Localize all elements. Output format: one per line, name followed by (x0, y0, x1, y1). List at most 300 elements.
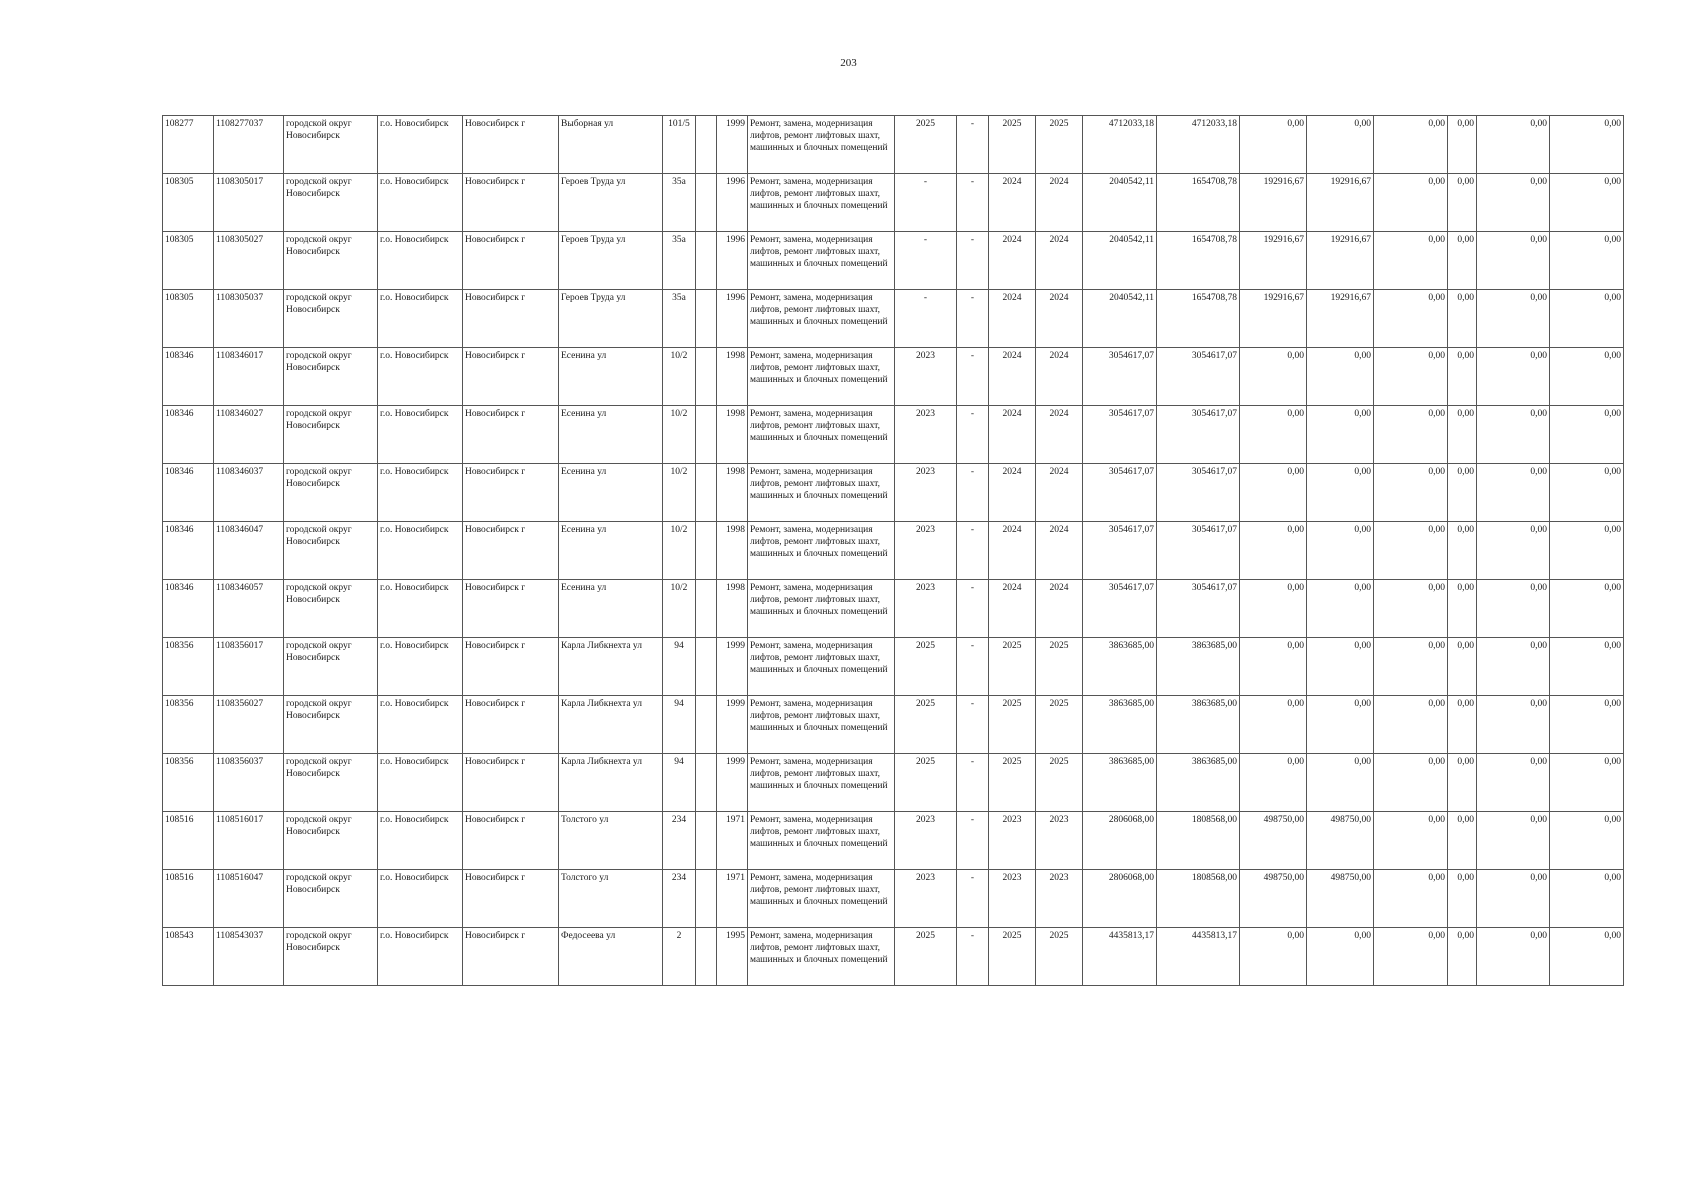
cell-work-type: Ремонт, замена, модернизация лифтов, ремонт лифтовых шахт, машинных и блочных помещений (748, 870, 895, 928)
cell-plan-year-start: 2025 (989, 928, 1036, 986)
cell-house-number: 10/2 (663, 464, 696, 522)
cell-building (696, 696, 717, 754)
cell-amount-f: 0,00 (1550, 522, 1624, 580)
cell-amount-f: 0,00 (1550, 812, 1624, 870)
cell-settlement: Новосибирск г (463, 232, 559, 290)
cell-fund-amount: 1808568,00 (1157, 812, 1240, 870)
cell-plan-year-end: 2024 (1036, 174, 1083, 232)
cell-work-type: Ремонт, замена, модернизация лифтов, ремонт лифтовых шахт, машинных и блочных помещений (748, 406, 895, 464)
cell-amount-a: 0,00 (1240, 522, 1307, 580)
cell-item-code: 1108543037 (214, 928, 284, 986)
cell-amount-b: 498750,00 (1307, 812, 1374, 870)
cell-fund-amount: 3863685,00 (1157, 638, 1240, 696)
cell-house-number: 35а (663, 290, 696, 348)
cell-street: Карла Либкнехта ул (559, 696, 663, 754)
cell-amount-d: 0,00 (1448, 406, 1477, 464)
cell-design-year: - (957, 696, 989, 754)
cell-house-number: 101/5 (663, 116, 696, 174)
cell-house-number: 234 (663, 870, 696, 928)
cell-build-year: 1998 (717, 348, 748, 406)
cell-design-year: - (957, 464, 989, 522)
table-row (163, 232, 1624, 290)
cell-house-number: 10/2 (663, 522, 696, 580)
cell-amount-f: 0,00 (1550, 754, 1624, 812)
cell-amount-b: 0,00 (1307, 638, 1374, 696)
cell-item-code: 1108346027 (214, 406, 284, 464)
cell-amount-d: 0,00 (1448, 116, 1477, 174)
cell-amount-c: 0,00 (1374, 754, 1448, 812)
cell-municipality: городской округ Новосибирск (284, 522, 378, 580)
cell-amount-c: 0,00 (1374, 406, 1448, 464)
cell-item-code: 1108305017 (214, 174, 284, 232)
cell-house-number: 94 (663, 754, 696, 812)
cell-design-year: - (957, 870, 989, 928)
cell-build-year: 1971 (717, 812, 748, 870)
cell-record-id: 108356 (163, 754, 214, 812)
cell-amount-d: 0,00 (1448, 232, 1477, 290)
cell-total-cost: 2806068,00 (1083, 870, 1157, 928)
cell-fund-amount: 1808568,00 (1157, 870, 1240, 928)
cell-record-id: 108356 (163, 696, 214, 754)
cell-amount-b: 0,00 (1307, 928, 1374, 986)
cell-record-id: 108305 (163, 174, 214, 232)
cell-record-id: 108277 (163, 116, 214, 174)
cell-plan-year-end: 2024 (1036, 406, 1083, 464)
cell-total-cost: 3054617,07 (1083, 522, 1157, 580)
cell-district: г.о. Новосибирск (378, 174, 463, 232)
cell-total-cost: 3863685,00 (1083, 696, 1157, 754)
cell-record-id: 108305 (163, 232, 214, 290)
cell-work-type: Ремонт, замена, модернизация лифтов, ремонт лифтовых шахт, машинных и блочных помещений (748, 638, 895, 696)
cell-design-year: - (957, 580, 989, 638)
cell-street: Толстого ул (559, 812, 663, 870)
cell-district: г.о. Новосибирск (378, 348, 463, 406)
cell-record-id: 108356 (163, 638, 214, 696)
cell-plan-year-end: 2023 (1036, 812, 1083, 870)
cell-fund-amount: 1654708,78 (1157, 174, 1240, 232)
cell-building (696, 812, 717, 870)
cell-street: Федосеева ул (559, 928, 663, 986)
cell-fund-amount: 1654708,78 (1157, 290, 1240, 348)
cell-total-cost: 3863685,00 (1083, 754, 1157, 812)
table-row (163, 754, 1624, 812)
cell-amount-c: 0,00 (1374, 928, 1448, 986)
cell-amount-e: 0,00 (1477, 522, 1550, 580)
cell-plan-year-start: 2024 (989, 580, 1036, 638)
cell-record-id: 108516 (163, 812, 214, 870)
cell-street: Карла Либкнехта ул (559, 638, 663, 696)
cell-municipality: городской округ Новосибирск (284, 870, 378, 928)
cell-house-number: 94 (663, 696, 696, 754)
cell-building (696, 174, 717, 232)
cell-settlement: Новосибирск г (463, 522, 559, 580)
cell-municipality: городской округ Новосибирск (284, 116, 378, 174)
cell-amount-f: 0,00 (1550, 464, 1624, 522)
cell-amount-a: 498750,00 (1240, 812, 1307, 870)
cell-work-type: Ремонт, замена, модернизация лифтов, ремонт лифтовых шахт, машинных и блочных помещений (748, 754, 895, 812)
cell-fund-amount: 3054617,07 (1157, 580, 1240, 638)
cell-plan-year-start: 2024 (989, 464, 1036, 522)
cell-amount-b: 0,00 (1307, 406, 1374, 464)
cell-total-cost: 4435813,17 (1083, 928, 1157, 986)
cell-municipality: городской округ Новосибирск (284, 696, 378, 754)
cell-plan-year-end: 2024 (1036, 522, 1083, 580)
cell-item-code: 1108356017 (214, 638, 284, 696)
cell-amount-c: 0,00 (1374, 290, 1448, 348)
cell-total-cost: 3054617,07 (1083, 464, 1157, 522)
cell-design-year: - (957, 406, 989, 464)
cell-settlement: Новосибирск г (463, 348, 559, 406)
cell-amount-c: 0,00 (1374, 812, 1448, 870)
cell-fund-amount: 3054617,07 (1157, 348, 1240, 406)
cell-amount-b: 0,00 (1307, 580, 1374, 638)
cell-municipality: городской округ Новосибирск (284, 580, 378, 638)
cell-amount-d: 0,00 (1448, 580, 1477, 638)
cell-item-code: 1108305037 (214, 290, 284, 348)
cell-plan-year-start: 2023 (989, 870, 1036, 928)
cell-municipality: городской округ Новосибирск (284, 464, 378, 522)
cell-survey-year: 2023 (895, 580, 957, 638)
cell-amount-c: 0,00 (1374, 696, 1448, 754)
table-row (163, 464, 1624, 522)
cell-build-year: 1998 (717, 406, 748, 464)
cell-work-type: Ремонт, замена, модернизация лифтов, ремонт лифтовых шахт, машинных и блочных помещений (748, 522, 895, 580)
cell-amount-b: 0,00 (1307, 696, 1374, 754)
cell-amount-a: 0,00 (1240, 696, 1307, 754)
cell-amount-a: 0,00 (1240, 464, 1307, 522)
cell-amount-d: 0,00 (1448, 174, 1477, 232)
cell-municipality: городской округ Новосибирск (284, 638, 378, 696)
cell-settlement: Новосибирск г (463, 696, 559, 754)
cell-house-number: 234 (663, 812, 696, 870)
table-row (163, 116, 1624, 174)
cell-survey-year: 2025 (895, 928, 957, 986)
cell-amount-f: 0,00 (1550, 174, 1624, 232)
cell-building (696, 754, 717, 812)
cell-house-number: 10/2 (663, 580, 696, 638)
cell-plan-year-end: 2024 (1036, 232, 1083, 290)
cell-total-cost: 3863685,00 (1083, 638, 1157, 696)
cell-amount-b: 0,00 (1307, 116, 1374, 174)
cell-plan-year-start: 2024 (989, 406, 1036, 464)
cell-amount-f: 0,00 (1550, 580, 1624, 638)
cell-amount-a: 0,00 (1240, 580, 1307, 638)
cell-record-id: 108346 (163, 348, 214, 406)
cell-amount-a: 0,00 (1240, 348, 1307, 406)
cell-record-id: 108346 (163, 580, 214, 638)
cell-district: г.о. Новосибирск (378, 928, 463, 986)
cell-plan-year-end: 2024 (1036, 464, 1083, 522)
cell-build-year: 1971 (717, 870, 748, 928)
cell-plan-year-start: 2023 (989, 812, 1036, 870)
cell-fund-amount: 3054617,07 (1157, 522, 1240, 580)
cell-amount-d: 0,00 (1448, 464, 1477, 522)
cell-settlement: Новосибирск г (463, 580, 559, 638)
cell-amount-a: 192916,67 (1240, 174, 1307, 232)
cell-survey-year: 2023 (895, 406, 957, 464)
cell-amount-d: 0,00 (1448, 870, 1477, 928)
cell-work-type: Ремонт, замена, модернизация лифтов, ремонт лифтовых шахт, машинных и блочных помещений (748, 812, 895, 870)
table-row (163, 522, 1624, 580)
cell-plan-year-start: 2024 (989, 232, 1036, 290)
table-row (163, 638, 1624, 696)
cell-settlement: Новосибирск г (463, 406, 559, 464)
cell-building (696, 522, 717, 580)
cell-amount-f: 0,00 (1550, 696, 1624, 754)
cell-amount-c: 0,00 (1374, 464, 1448, 522)
cell-amount-e: 0,00 (1477, 406, 1550, 464)
cell-amount-e: 0,00 (1477, 464, 1550, 522)
cell-house-number: 94 (663, 638, 696, 696)
cell-building (696, 406, 717, 464)
cell-municipality: городской округ Новосибирск (284, 754, 378, 812)
cell-build-year: 1999 (717, 754, 748, 812)
cell-survey-year: - (895, 290, 957, 348)
cell-amount-e: 0,00 (1477, 348, 1550, 406)
cell-build-year: 1996 (717, 174, 748, 232)
cell-settlement: Новосибирск г (463, 870, 559, 928)
cell-building (696, 464, 717, 522)
cell-amount-b: 192916,67 (1307, 174, 1374, 232)
cell-amount-e: 0,00 (1477, 870, 1550, 928)
cell-work-type: Ремонт, замена, модернизация лифтов, ремонт лифтовых шахт, машинных и блочных помещений (748, 174, 895, 232)
cell-district: г.о. Новосибирск (378, 754, 463, 812)
cell-district: г.о. Новосибирск (378, 116, 463, 174)
cell-item-code: 1108346057 (214, 580, 284, 638)
cell-amount-a: 0,00 (1240, 406, 1307, 464)
cell-amount-e: 0,00 (1477, 696, 1550, 754)
cell-record-id: 108305 (163, 290, 214, 348)
cell-amount-c: 0,00 (1374, 348, 1448, 406)
cell-street: Толстого ул (559, 870, 663, 928)
cell-district: г.о. Новосибирск (378, 870, 463, 928)
cell-amount-d: 0,00 (1448, 696, 1477, 754)
cell-work-type: Ремонт, замена, модернизация лифтов, ремонт лифтовых шахт, машинных и блочных помещений (748, 348, 895, 406)
cell-plan-year-end: 2024 (1036, 348, 1083, 406)
cell-item-code: 1108356037 (214, 754, 284, 812)
register-table (162, 115, 1624, 986)
cell-amount-e: 0,00 (1477, 232, 1550, 290)
cell-amount-a: 0,00 (1240, 754, 1307, 812)
cell-survey-year: 2025 (895, 638, 957, 696)
cell-build-year: 1998 (717, 580, 748, 638)
cell-work-type: Ремонт, замена, модернизация лифтов, ремонт лифтовых шахт, машинных и блочных помещений (748, 116, 895, 174)
cell-work-type: Ремонт, замена, модернизация лифтов, ремонт лифтовых шахт, машинных и блочных помещений (748, 696, 895, 754)
cell-item-code: 1108516017 (214, 812, 284, 870)
cell-total-cost: 2040542,11 (1083, 232, 1157, 290)
cell-street: Героев Труда ул (559, 232, 663, 290)
cell-plan-year-end: 2025 (1036, 754, 1083, 812)
cell-amount-d: 0,00 (1448, 754, 1477, 812)
table-row (163, 696, 1624, 754)
cell-building (696, 290, 717, 348)
cell-record-id: 108346 (163, 522, 214, 580)
cell-amount-d: 0,00 (1448, 348, 1477, 406)
cell-street: Выборная ул (559, 116, 663, 174)
cell-amount-a: 498750,00 (1240, 870, 1307, 928)
cell-plan-year-start: 2025 (989, 638, 1036, 696)
cell-amount-a: 192916,67 (1240, 232, 1307, 290)
cell-municipality: городской округ Новосибирск (284, 174, 378, 232)
cell-amount-a: 0,00 (1240, 928, 1307, 986)
cell-work-type: Ремонт, замена, модернизация лифтов, ремонт лифтовых шахт, машинных и блочных помещений (748, 464, 895, 522)
cell-municipality: городской округ Новосибирск (284, 232, 378, 290)
cell-amount-b: 192916,67 (1307, 232, 1374, 290)
cell-item-code: 1108356027 (214, 696, 284, 754)
cell-amount-f: 0,00 (1550, 870, 1624, 928)
cell-amount-c: 0,00 (1374, 522, 1448, 580)
cell-plan-year-start: 2024 (989, 522, 1036, 580)
table-row (163, 928, 1624, 986)
cell-total-cost: 3054617,07 (1083, 580, 1157, 638)
cell-plan-year-start: 2024 (989, 348, 1036, 406)
cell-amount-e: 0,00 (1477, 638, 1550, 696)
cell-amount-e: 0,00 (1477, 174, 1550, 232)
cell-item-code: 1108277037 (214, 116, 284, 174)
cell-amount-c: 0,00 (1374, 174, 1448, 232)
cell-street: Есенина ул (559, 348, 663, 406)
cell-build-year: 1999 (717, 116, 748, 174)
cell-item-code: 1108305027 (214, 232, 284, 290)
table-row (163, 174, 1624, 232)
cell-street: Героев Труда ул (559, 290, 663, 348)
cell-amount-f: 0,00 (1550, 290, 1624, 348)
cell-district: г.о. Новосибирск (378, 696, 463, 754)
cell-amount-b: 0,00 (1307, 464, 1374, 522)
cell-district: г.о. Новосибирск (378, 522, 463, 580)
cell-survey-year: 2025 (895, 696, 957, 754)
cell-street: Есенина ул (559, 522, 663, 580)
cell-fund-amount: 1654708,78 (1157, 232, 1240, 290)
cell-fund-amount: 4712033,18 (1157, 116, 1240, 174)
table-row (163, 812, 1624, 870)
cell-build-year: 1999 (717, 638, 748, 696)
cell-amount-f: 0,00 (1550, 638, 1624, 696)
page-number: 203 (840, 57, 857, 69)
cell-amount-b: 0,00 (1307, 754, 1374, 812)
cell-design-year: - (957, 928, 989, 986)
table-row (163, 580, 1624, 638)
cell-district: г.о. Новосибирск (378, 232, 463, 290)
cell-amount-f: 0,00 (1550, 116, 1624, 174)
cell-municipality: городской округ Новосибирск (284, 348, 378, 406)
cell-amount-b: 0,00 (1307, 348, 1374, 406)
cell-build-year: 1996 (717, 232, 748, 290)
cell-item-code: 1108346047 (214, 522, 284, 580)
cell-total-cost: 3054617,07 (1083, 348, 1157, 406)
cell-record-id: 108516 (163, 870, 214, 928)
cell-amount-c: 0,00 (1374, 580, 1448, 638)
cell-house-number: 35а (663, 232, 696, 290)
cell-plan-year-end: 2025 (1036, 928, 1083, 986)
cell-survey-year: 2023 (895, 870, 957, 928)
cell-total-cost: 3054617,07 (1083, 406, 1157, 464)
cell-amount-c: 0,00 (1374, 870, 1448, 928)
cell-amount-c: 0,00 (1374, 232, 1448, 290)
cell-amount-c: 0,00 (1374, 116, 1448, 174)
cell-settlement: Новосибирск г (463, 812, 559, 870)
cell-build-year: 1998 (717, 522, 748, 580)
cell-amount-e: 0,00 (1477, 812, 1550, 870)
cell-amount-d: 0,00 (1448, 812, 1477, 870)
cell-amount-f: 0,00 (1550, 928, 1624, 986)
cell-plan-year-end: 2025 (1036, 696, 1083, 754)
cell-design-year: - (957, 232, 989, 290)
cell-amount-d: 0,00 (1448, 522, 1477, 580)
cell-building (696, 638, 717, 696)
cell-amount-b: 192916,67 (1307, 290, 1374, 348)
table-row (163, 870, 1624, 928)
table-body (163, 116, 1624, 986)
cell-house-number: 10/2 (663, 348, 696, 406)
cell-total-cost: 2806068,00 (1083, 812, 1157, 870)
cell-fund-amount: 3863685,00 (1157, 754, 1240, 812)
cell-amount-c: 0,00 (1374, 638, 1448, 696)
cell-design-year: - (957, 812, 989, 870)
cell-plan-year-start: 2025 (989, 754, 1036, 812)
cell-street: Есенина ул (559, 406, 663, 464)
cell-house-number: 35а (663, 174, 696, 232)
cell-record-id: 108346 (163, 406, 214, 464)
cell-design-year: - (957, 290, 989, 348)
cell-record-id: 108543 (163, 928, 214, 986)
cell-amount-e: 0,00 (1477, 116, 1550, 174)
cell-house-number: 2 (663, 928, 696, 986)
cell-item-code: 1108516047 (214, 870, 284, 928)
cell-street: Есенина ул (559, 464, 663, 522)
cell-municipality: городской округ Новосибирск (284, 928, 378, 986)
cell-build-year: 1996 (717, 290, 748, 348)
cell-survey-year: 2023 (895, 464, 957, 522)
cell-survey-year: 2023 (895, 812, 957, 870)
cell-design-year: - (957, 348, 989, 406)
cell-work-type: Ремонт, замена, модернизация лифтов, ремонт лифтовых шахт, машинных и блочных помещений (748, 290, 895, 348)
cell-amount-e: 0,00 (1477, 928, 1550, 986)
cell-street: Есенина ул (559, 580, 663, 638)
cell-plan-year-start: 2024 (989, 290, 1036, 348)
cell-design-year: - (957, 174, 989, 232)
cell-building (696, 870, 717, 928)
cell-amount-b: 0,00 (1307, 522, 1374, 580)
cell-settlement: Новосибирск г (463, 928, 559, 986)
cell-plan-year-end: 2025 (1036, 638, 1083, 696)
cell-survey-year: 2023 (895, 522, 957, 580)
cell-survey-year: 2025 (895, 116, 957, 174)
cell-design-year: - (957, 638, 989, 696)
cell-survey-year: 2025 (895, 754, 957, 812)
cell-work-type: Ремонт, замена, модернизация лифтов, ремонт лифтовых шахт, машинных и блочных помещений (748, 580, 895, 638)
cell-amount-a: 0,00 (1240, 116, 1307, 174)
cell-amount-d: 0,00 (1448, 290, 1477, 348)
cell-settlement: Новосибирск г (463, 464, 559, 522)
cell-building (696, 116, 717, 174)
cell-settlement: Новосибирск г (463, 116, 559, 174)
cell-district: г.о. Новосибирск (378, 638, 463, 696)
cell-design-year: - (957, 116, 989, 174)
cell-fund-amount: 3054617,07 (1157, 464, 1240, 522)
cell-plan-year-start: 2025 (989, 696, 1036, 754)
cell-record-id: 108346 (163, 464, 214, 522)
cell-amount-f: 0,00 (1550, 348, 1624, 406)
cell-total-cost: 2040542,11 (1083, 174, 1157, 232)
cell-fund-amount: 3054617,07 (1157, 406, 1240, 464)
table-row (163, 290, 1624, 348)
cell-amount-a: 0,00 (1240, 638, 1307, 696)
cell-district: г.о. Новосибирск (378, 812, 463, 870)
cell-amount-a: 192916,67 (1240, 290, 1307, 348)
cell-street: Карла Либкнехта ул (559, 754, 663, 812)
cell-fund-amount: 4435813,17 (1157, 928, 1240, 986)
